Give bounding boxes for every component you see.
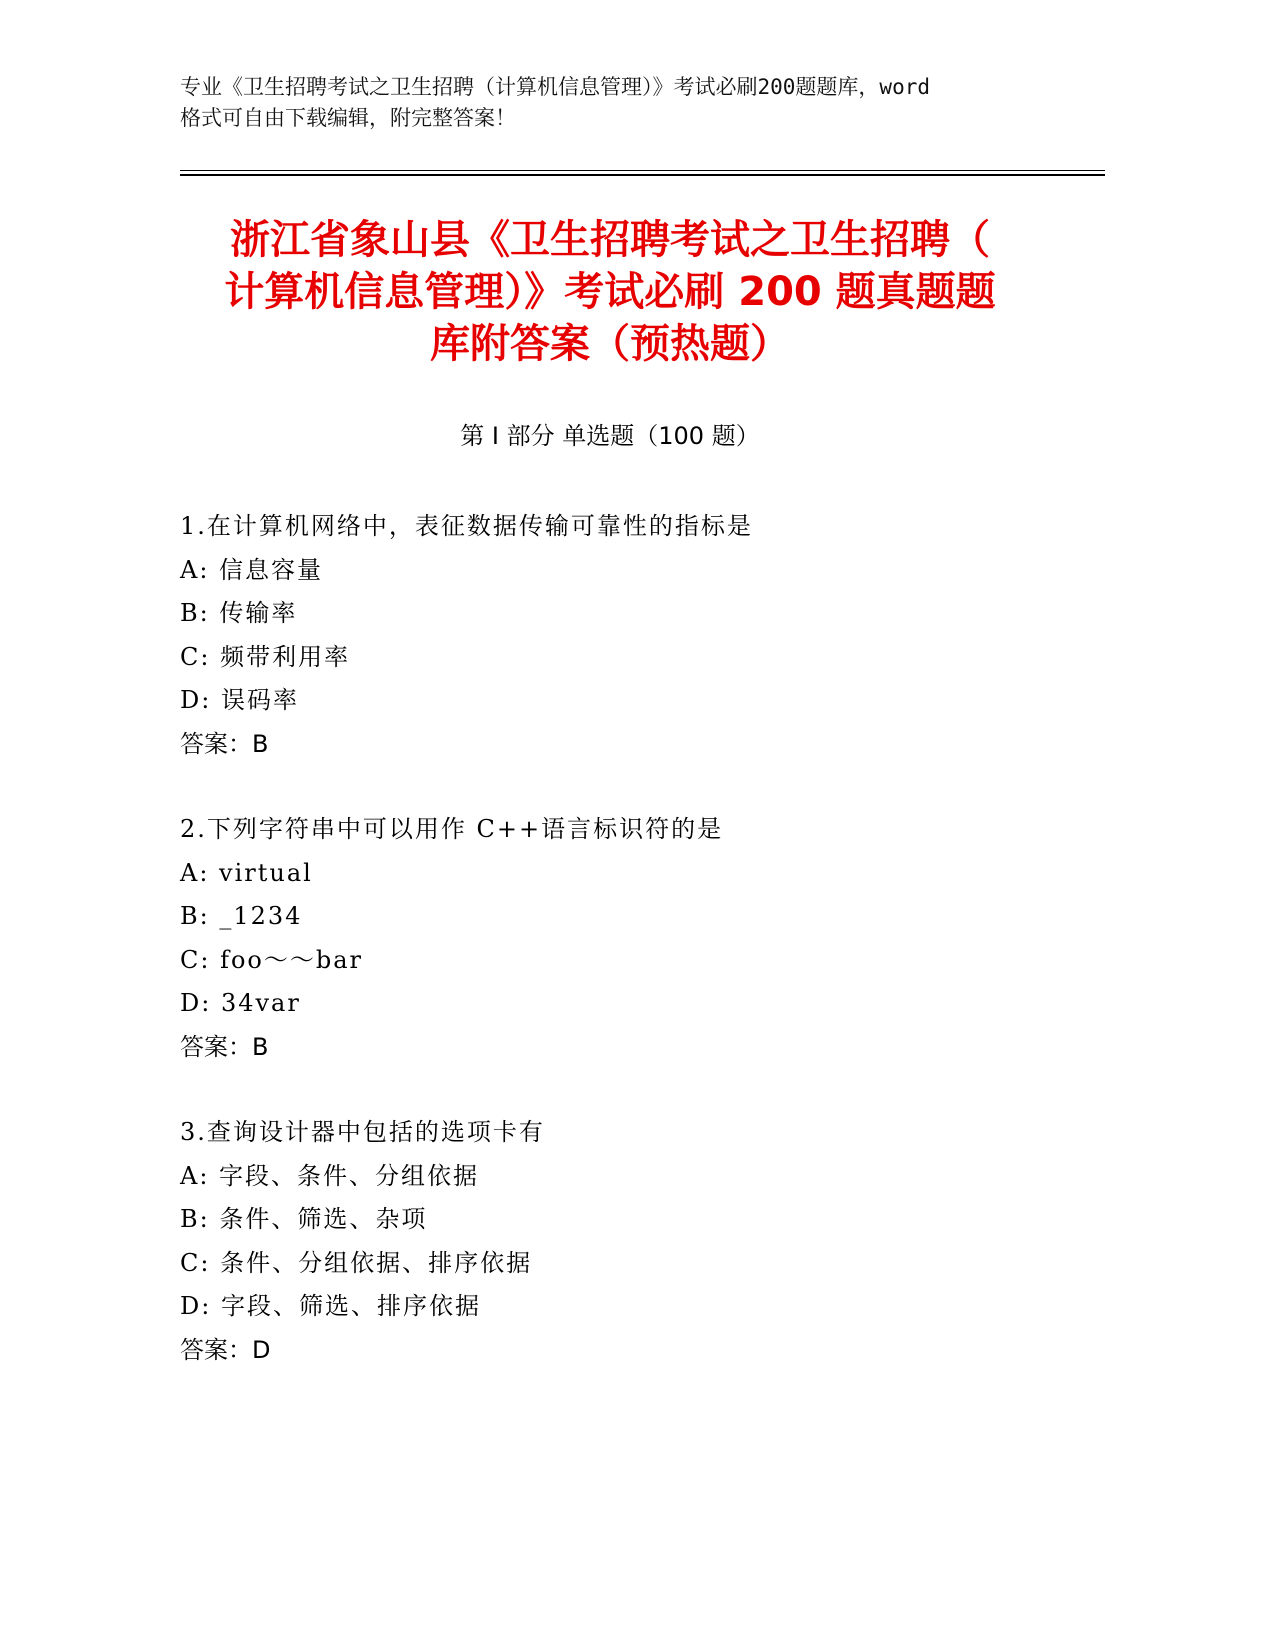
header-divider-thin [180,170,1105,171]
answer-line: 答案：B [180,1032,269,1061]
answer-line: 答案：D [180,1335,271,1364]
document-title-line-1: 浙江省象山县《卫生招聘考试之卫生招聘（ [230,217,990,263]
header-note-line-2: 格式可自由下载编辑，附完整答案！ [180,106,516,130]
question-stem: 2.下列字符串中可以用作 C++语言标识符的是 [180,815,724,843]
answer-line: 答案：B [180,729,269,758]
option-c: C: 频带利用率 [180,642,351,671]
option-b: B: 条件、筛选、杂项 [180,1205,428,1233]
header-note [180,72,1060,134]
question-item [180,505,1080,766]
question-stem: 1.在计算机网络中，表征数据传输可靠性的指标是 [180,512,753,540]
question-item [180,1111,1080,1372]
option-d: D: 字段、筛选、排序依据 [180,1292,481,1320]
question-stem: 3.查询设计器中包括的选项卡有 [180,1118,545,1146]
header-divider-thick [180,174,1105,176]
section-heading: 第 I 部分 单选题（100 题） [460,422,760,450]
option-c: C: 条件、分组依据、排序依据 [180,1248,533,1277]
option-a: A: 字段、条件、分组依据 [180,1161,480,1190]
option-a: A: 信息容量 [180,555,324,584]
option-d: D: 34var [180,989,301,1017]
option-b: B: _1234 [180,902,303,930]
option-a: A: virtual [180,858,313,887]
document-title [180,214,1040,370]
option-c: C: foo～～bar [180,945,364,974]
option-d: D: 误码率 [180,686,299,714]
document-title-line-2: 计算机信息管理）》考试必刷 200 题真题题 [224,269,996,315]
header-note-line-1: 专业《卫生招聘考试之卫生招聘（计算机信息管理）》考试必刷200题题库，word [180,75,930,99]
question-item [180,808,1080,1069]
question-list [180,505,1080,1414]
option-b: B: 传输率 [180,599,298,627]
document-title-line-3: 库附答案（预热题） [430,321,790,367]
